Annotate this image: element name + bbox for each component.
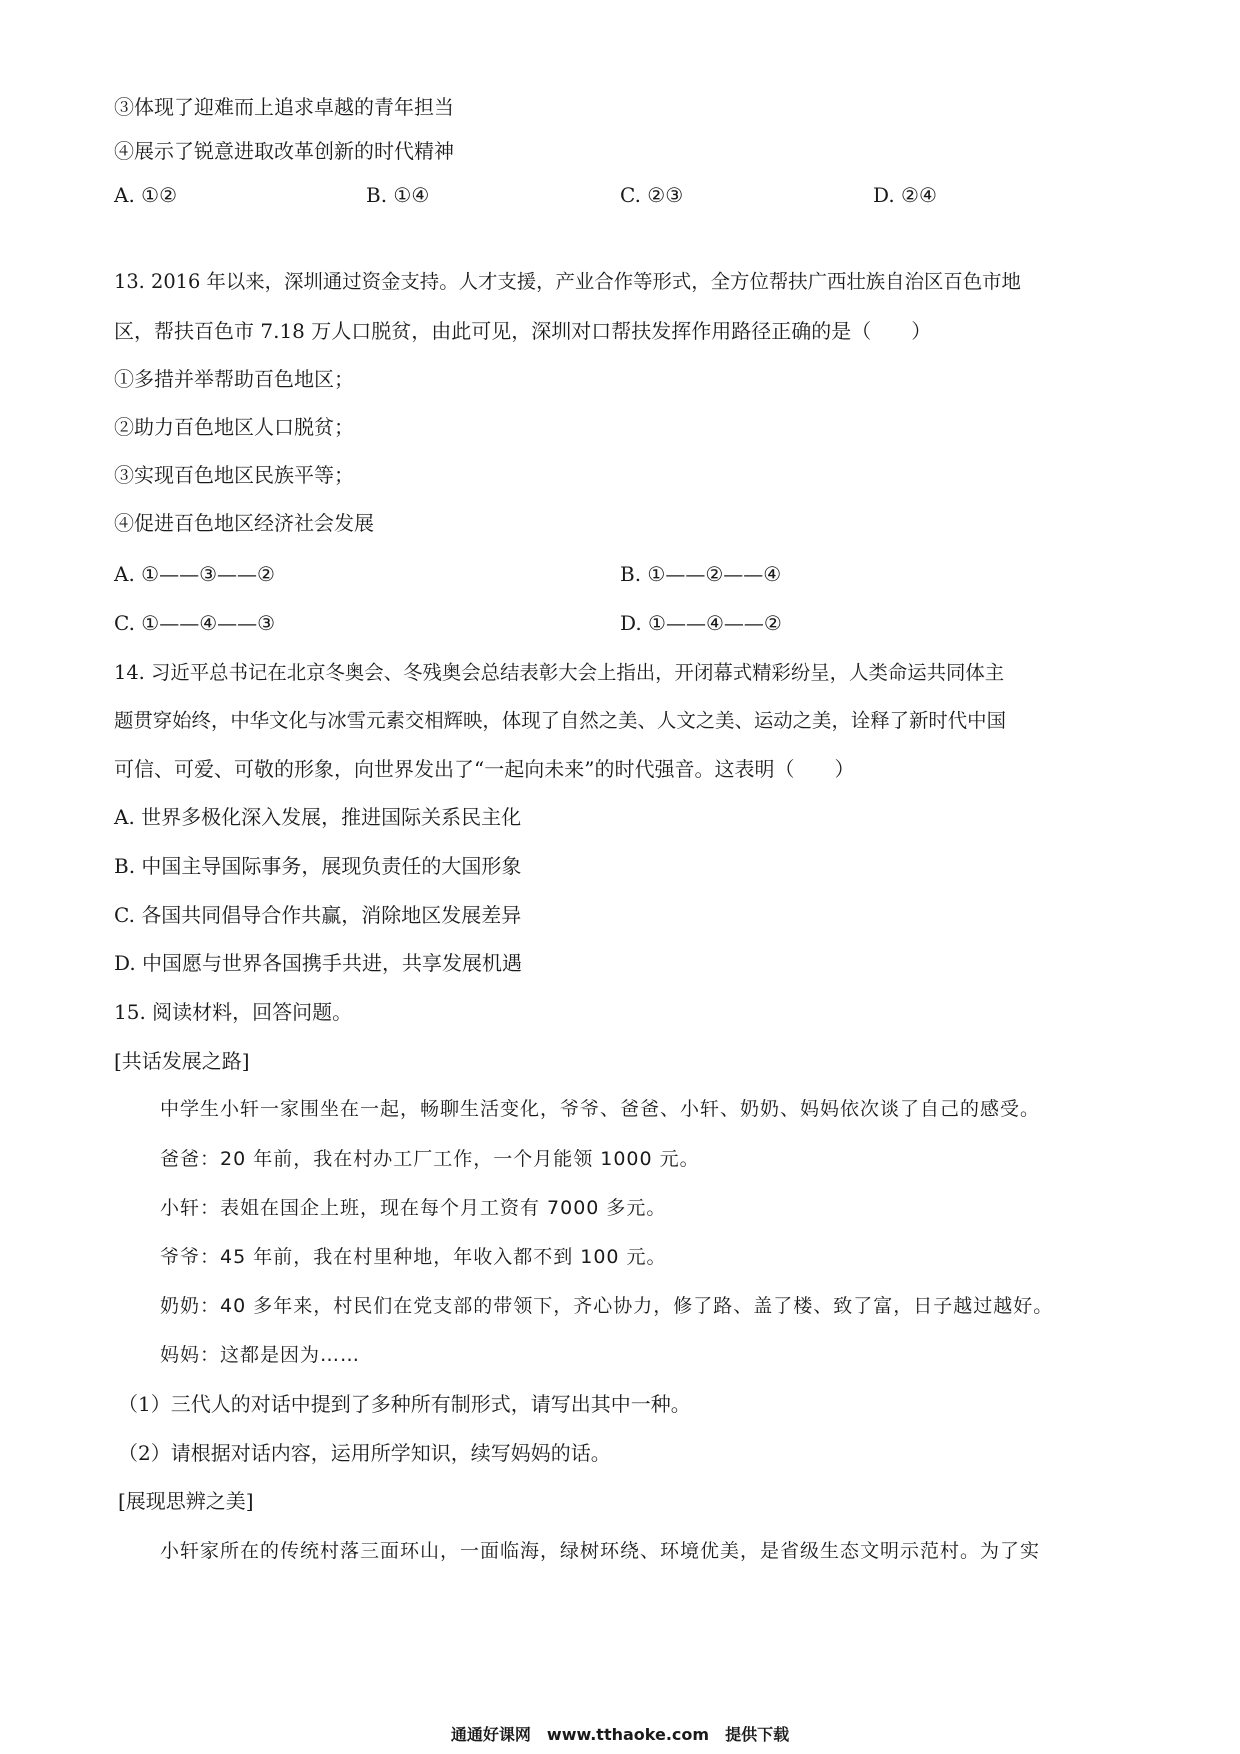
q13-choice-c: C. ①——④——③	[114, 611, 276, 635]
q14-stem-line-3: 可信、可爱、可敬的形象，向世界发出了“一起向未来”的时代强音。这表明（ ）	[114, 757, 855, 781]
q15-material-mom: 妈妈：这都是因为……	[160, 1344, 361, 1366]
q14-choice-a: A. 世界多极化深入发展，推进国际关系民主化	[114, 805, 522, 829]
q15-material-intro: 中学生小轩一家围坐在一起，畅聊生活变化，爷爷、爸爸、小轩、奶奶、妈妈依次谈了自己的感受。	[160, 1098, 1041, 1120]
q12-choice-b: B. ①④	[366, 183, 430, 207]
q13-option-3: ③实现百色地区民族平等；	[114, 463, 354, 487]
q15-material-dad: 爸爸：20 年前，我在村办工厂工作，一个月能领 1000 元。	[160, 1148, 700, 1170]
q15-subquestion-1: （1）三代人的对话中提到了多种所有制形式，请写出其中一种。	[118, 1392, 691, 1416]
q14-stem-line-1: 14. 习近平总书记在北京冬奥会、冬残奥会总结表彰大会上指出，开闭幕式精彩纷呈，人类命运共同体主	[114, 661, 1005, 684]
q12-choice-c: C. ②③	[620, 183, 684, 207]
page-footer-source: 通通好课网 www.tthaoke.com 提供下载	[450, 1725, 790, 1744]
q13-stem-line-1: 13. 2016 年以来，深圳通过资金支持。人才支援，产业合作等形式，全方位帮扶广西壮族自治区百色市地	[114, 270, 1021, 293]
q13-option-4: ④促进百色地区经济社会发展	[114, 511, 374, 535]
q15-material-xiaoxuan: 小轩：表姐在国企上班，现在每个月工资有 7000 多元。	[160, 1197, 667, 1219]
q12-choice-d: D. ②④	[873, 183, 937, 207]
q12-option-4: ④展示了锐意进取改革创新的时代精神	[114, 139, 454, 163]
q15-section-heading-2: [展现思辨之美]	[118, 1489, 254, 1513]
q14-choice-d: D. 中国愿与世界各国携手共进，共享发展机遇	[114, 951, 523, 975]
q15-material-grandma: 奶奶：40 多年来，村民们在党支部的带领下，齐心协力，修了路、盖了楼、致了富，日子越过越好。	[160, 1295, 1054, 1317]
q15-material-village: 小轩家所在的传统村落三面环山，一面临海，绿树环绕、环境优美，是省级生态文明示范村。为了实	[160, 1540, 1041, 1562]
q15-title: 15. 阅读材料，回答问题。	[114, 1000, 353, 1024]
q13-choice-d: D. ①——④——②	[620, 611, 782, 635]
q13-stem-line-2: 区，帮扶百色市 7.18 万人口脱贫，由此可见，深圳对口帮扶发挥作用路径正确的是（ ）	[114, 319, 932, 343]
q13-option-1: ①多措并举帮助百色地区；	[114, 367, 354, 391]
q15-section-heading-1: [共话发展之路]	[114, 1049, 250, 1073]
q12-choice-a: A. ①②	[114, 183, 178, 207]
q14-stem-line-2: 题贯穿始终，中华文化与冰雪元素交相辉映，体现了自然之美、人文之美、运动之美，诠释了新时代中国	[114, 709, 1006, 732]
q14-choice-c: C. 各国共同倡导合作共赢，消除地区发展差异	[114, 903, 522, 927]
q12-option-3: ③体现了迎难而上追求卓越的青年担当	[114, 95, 454, 119]
q13-choice-b: B. ①——②——④	[620, 562, 782, 586]
q13-choice-a: A. ①——③——②	[114, 562, 275, 586]
q15-material-grandpa: 爷爷：45 年前，我在村里种地，年收入都不到 100 元。	[160, 1246, 667, 1268]
q15-subquestion-2: （2）请根据对话内容，运用所学知识，续写妈妈的话。	[118, 1441, 611, 1465]
q14-choice-b: B. 中国主导国际事务，展现负责任的大国形象	[114, 854, 522, 878]
q13-option-2: ②助力百色地区人口脱贫；	[114, 415, 354, 439]
